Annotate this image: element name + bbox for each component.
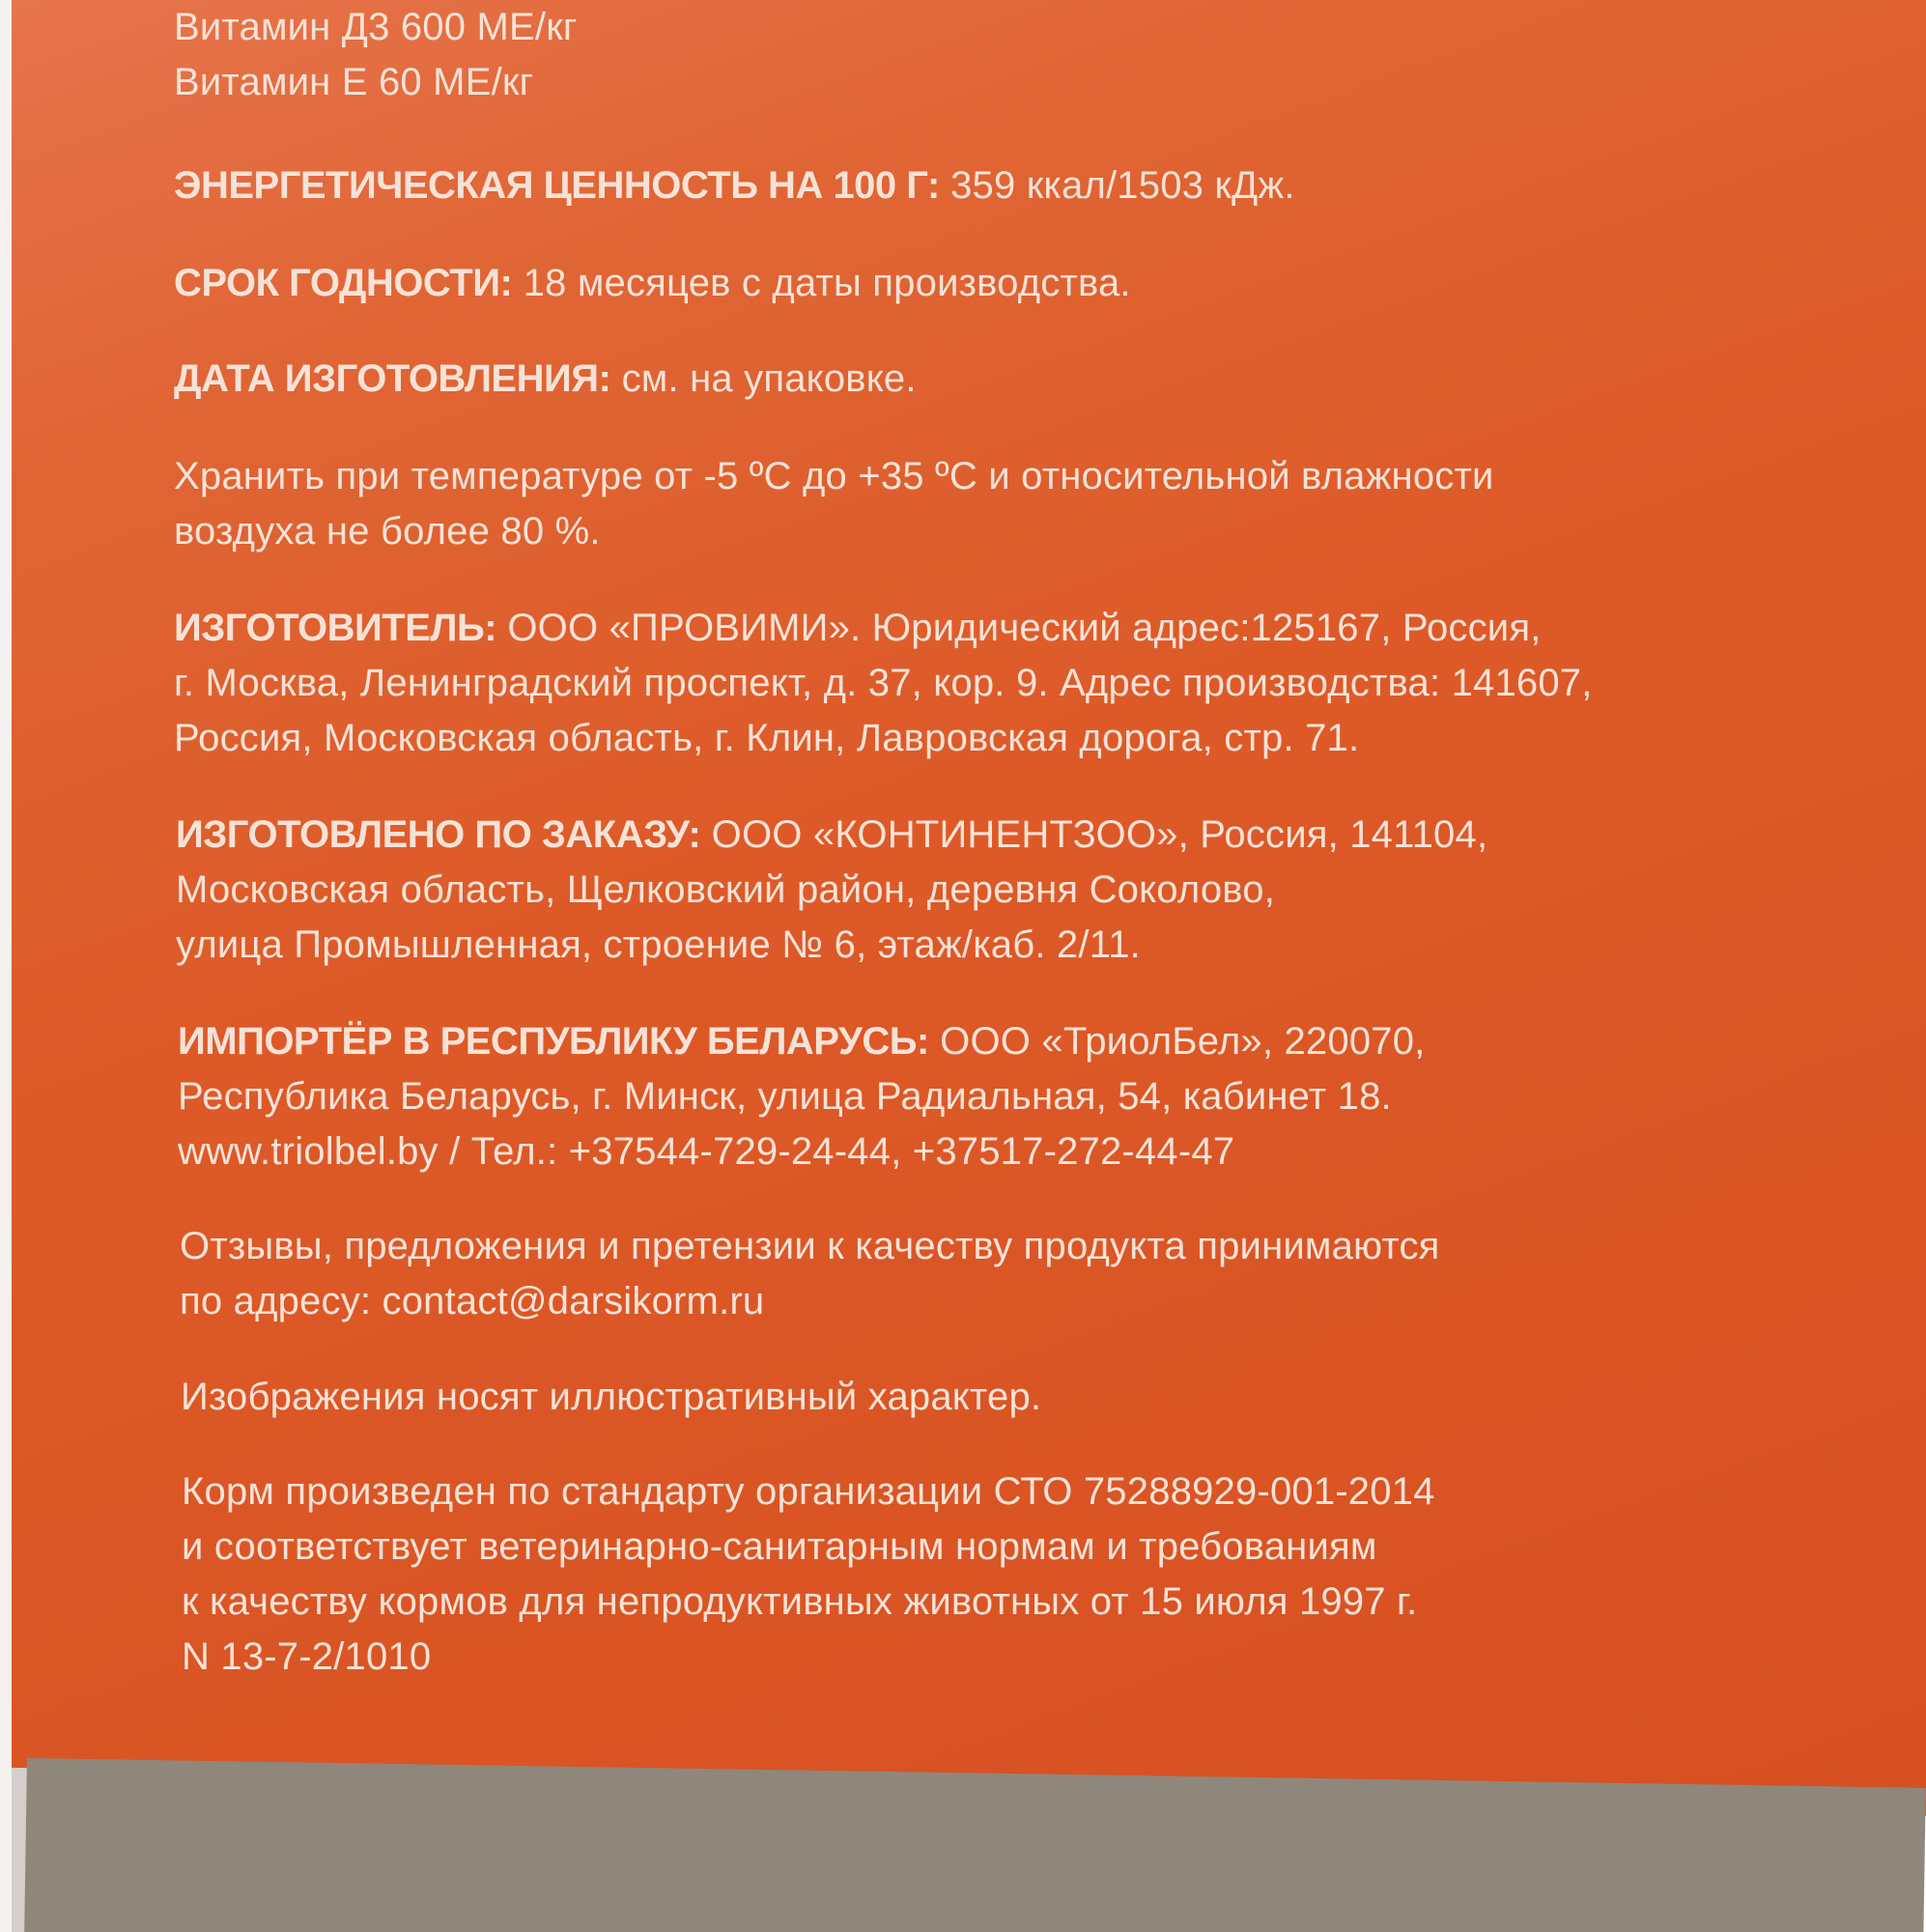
standard-line-1: Корм произведен по стандарту организации СТО 75288929-001-2014	[182, 1470, 1435, 1513]
storage-line-2: воздуха не более 80 %.	[174, 510, 601, 553]
standard-section	[182, 1464, 1435, 1685]
feedback-section	[180, 1219, 1440, 1329]
ordered-by-line-3: улица Промышленная, строение № 6, этаж/каб. 2/11.	[176, 923, 1141, 966]
energy-section	[174, 158, 1295, 213]
ordered-by-line-1: ООО «КОНТИНЕНТЗОО», Россия, 141104,	[700, 813, 1488, 856]
energy-value: 359 ккал/1503 кДж.	[939, 164, 1295, 207]
ordered-by-section	[176, 808, 1487, 973]
manufacture-date-value: см. на упаковке.	[610, 357, 917, 400]
manufacture-date-label: ДАТА ИЗГОТОВЛЕНИЯ:	[174, 357, 611, 400]
manufacturer-section	[174, 601, 1593, 766]
storage-line-1: Хранить при температуре от -5 ºС до +35 ºС и относительной влажности	[174, 455, 1494, 497]
grey-band	[24, 1758, 1926, 1932]
manufacture-date-section	[174, 352, 917, 407]
importer-line-1: ООО «ТриолБел», 220070,	[928, 1020, 1426, 1063]
shelf-life-label: СРОК ГОДНОСТИ:	[174, 262, 513, 304]
ordered-by-line-2: Московская область, Щелковский район, деревня Соколово,	[176, 868, 1276, 911]
shelf-life-section	[174, 256, 1131, 311]
vitamin-e: Витамин Е 60 МЕ/кг	[174, 61, 534, 103]
importer-section	[178, 1014, 1425, 1179]
feedback-line-1: Отзывы, предложения и претензии к качеству продукта принимаются	[180, 1225, 1440, 1267]
shelf-life-value: 18 месяцев с даты производства.	[512, 262, 1131, 304]
manufacturer-label: ИЗГОТОВИТЕЛЬ:	[174, 607, 497, 649]
vitamins-section	[174, 0, 578, 110]
package-edge	[0, 0, 12, 1932]
disclaimer: Изображения носят иллюстративный характер.	[181, 1376, 1042, 1418]
standard-line-3: к качеству кормов для непродуктивных животных от 15 июля 1997 г.	[182, 1580, 1418, 1623]
vitamin-d3: Витамин Д3 600 МЕ/кг	[174, 6, 578, 48]
standard-line-2: и соответствует ветеринарно-санитарным нормам и требованиям	[182, 1525, 1377, 1568]
importer-label: ИМПОРТЁР В РЕСПУБЛИКУ БЕЛАРУСЬ:	[178, 1020, 929, 1063]
ordered-by-label: ИЗГОТОВЛЕНО ПО ЗАКАЗУ:	[176, 813, 701, 856]
manufacturer-line-3: Россия, Московская область, г. Клин, Лавровская дорога, стр. 71.	[174, 717, 1360, 759]
manufacturer-line-2: г. Москва, Ленинградский проспект, д. 37, кор. 9. Адрес производства: 141607,	[174, 662, 1593, 704]
importer-line-2: Республика Беларусь, г. Минск, улица Радиальная, 54, кабинет 18.	[178, 1075, 1392, 1118]
disclaimer-section	[181, 1370, 1041, 1425]
energy-label: ЭНЕРГЕТИЧЕСКАЯ ЦЕННОСТЬ НА 100 Г:	[174, 164, 940, 207]
importer-line-3: www.triolbel.by / Тел.: +37544-729-24-44, +37517-272-44-47	[178, 1130, 1235, 1173]
feedback-line-2: по адресу: contact@darsikorm.ru	[180, 1280, 765, 1322]
standard-line-4: N 13-7-2/1010	[182, 1635, 432, 1678]
manufacturer-line-1: ООО «ПРОВИМИ». Юридический адрес:125167, Россия,	[496, 607, 1542, 649]
storage-section	[174, 449, 1494, 559]
